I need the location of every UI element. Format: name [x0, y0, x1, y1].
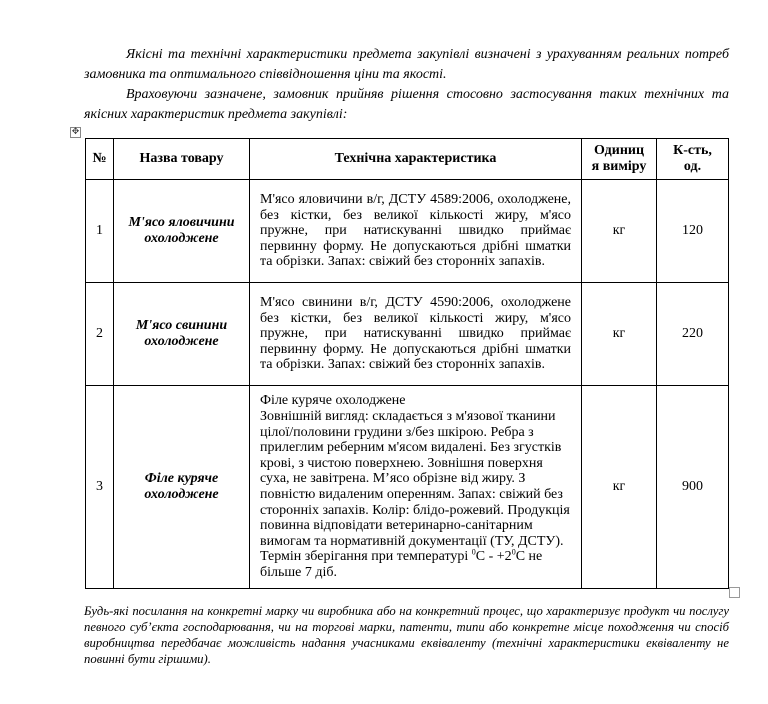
specification-table	[85, 138, 729, 589]
header-unit: Одиниц я виміру	[582, 139, 657, 180]
row-spec-temp-2: 0	[511, 547, 516, 557]
row-unit: кг	[582, 386, 657, 589]
table-move-handle-icon[interactable]: ✥	[71, 127, 80, 137]
intro-paragraph-2: Враховуючи зазначене, замовник прийняв рішення стосовно застосування таких технічних та якісних характеристик предмета закупівлі:	[84, 87, 729, 122]
header-qty: К-сть, од.	[657, 139, 729, 180]
table-row	[86, 180, 729, 283]
row-name: Філе куряче охолоджене	[114, 386, 250, 589]
table-header-row	[86, 139, 729, 180]
table-row	[86, 386, 729, 589]
row-spec-title: Філе куряче охолоджене	[260, 393, 406, 409]
row-name: М'ясо свинини охолоджене	[114, 283, 250, 386]
row-name: М'ясо яловичини охолоджене	[114, 180, 250, 283]
row-spec-body: Зовнішній вигляд: складається з м'язової тканини цілої/половини грудини з/без шкірою. Ребра з прилеглим реберним м'ясом видалені. Без згустків крові, з чистою поверхнею. Зовнішня поверхня суха, не завітрена. М’ясо обрізне від жиру. З повністю видаленим оперенням. Запах: свіжий без сторонніх запахів. Колір: блідо-рожевий. Продукція повинна відповідати ветеринарно-санітарним вимогам та нормативній документації (ТУ, ДСТУ). Термін зберігання при температурі	[260, 409, 570, 565]
row-unit: кг	[582, 283, 657, 386]
intro-text	[84, 45, 729, 125]
row-num: 3	[86, 386, 114, 589]
row-qty: 220	[657, 283, 729, 386]
row-spec-temp-1: 0	[471, 547, 476, 557]
row-spec: М'ясо яловичини в/г, ДСТУ 4589:2006, охолоджене, без кістки, без великої кількості жиру, м'ясо пружне, при натискуванні швидко приймає первинну форму. Не допускаються дрібні шматки та обрізки. Запах: свіжий без сторонніх запахів.	[250, 180, 582, 283]
row-unit: кг	[582, 180, 657, 283]
header-num: №	[86, 139, 114, 180]
equivalent-note: Будь-які посилання на конкретні марку чи виробника або на конкретний процес, що характеризує продукт чи послугу певного суб’єкта господарювання, чи на торгові марки, патенти, типи або конкретне місце походження чи спосіб виробництва передбачає можливість надання учасниками еквіваленту (технічні характеристики еквіваленту не повинні бути гіршими).	[84, 604, 729, 666]
table-row	[86, 283, 729, 386]
intro-paragraph-1: Якісні та технічні характеристики предмета закупівлі визначені з урахуванням реальних потреб замовника та оптимального співвідношення ціни та якості.	[84, 47, 729, 82]
row-spec-mid: С - +2	[475, 549, 512, 565]
row-spec	[250, 386, 582, 589]
row-qty: 900	[657, 386, 729, 589]
row-num: 2	[86, 283, 114, 386]
row-qty: 120	[657, 180, 729, 283]
header-spec: Технічна характеристика	[250, 139, 582, 180]
row-spec-end: С не більше 7 діб.	[260, 549, 543, 580]
table-resize-handle-icon[interactable]	[729, 587, 740, 598]
header-name: Назва товару	[114, 139, 250, 180]
row-spec: М'ясо свинини в/г, ДСТУ 4590:2006, охолоджене без кістки, без великої кількості жиру, м'ясо пружне, при натискуванні швидко приймає первинну форму. Не допускаються дрібні шматки та обрізки. Запах: свіжий без сторонніх запахів.	[250, 283, 582, 386]
row-num: 1	[86, 180, 114, 283]
